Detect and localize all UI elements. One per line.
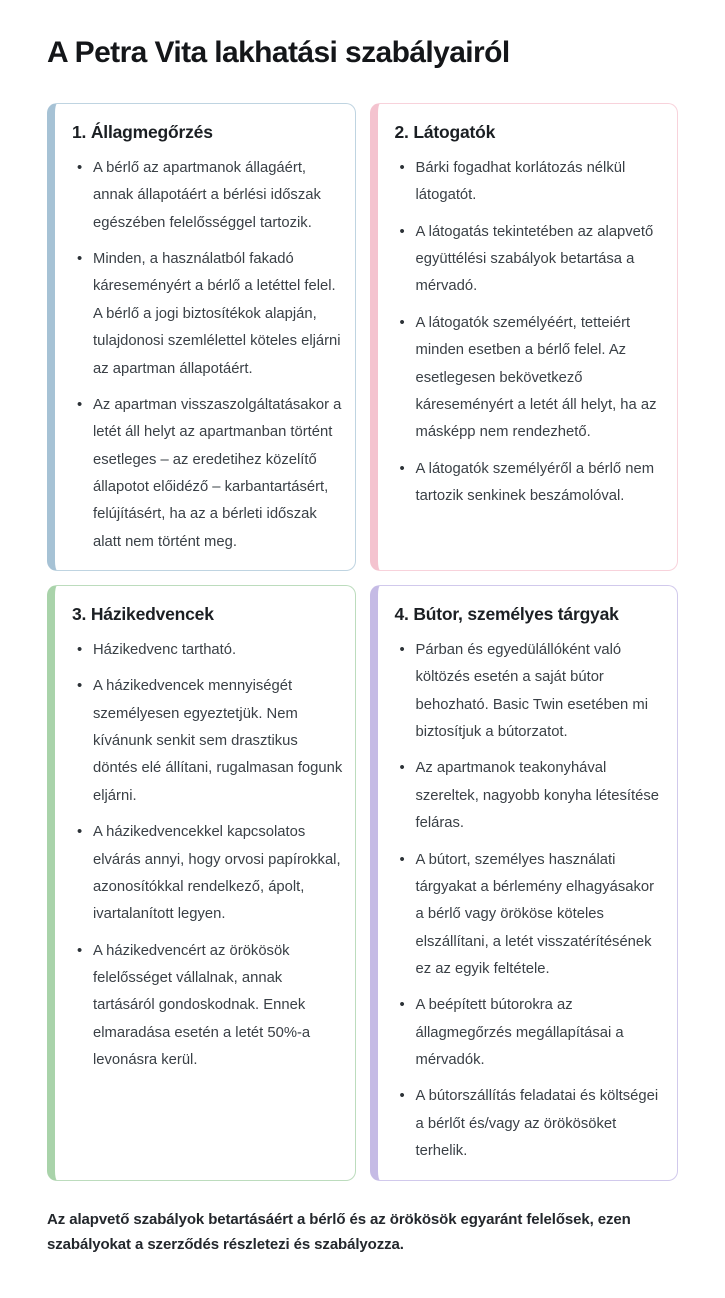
card-title: 3. Házikedvencek <box>72 604 214 625</box>
bullet-list <box>72 155 343 556</box>
bullet-item: • A házikedvencekkel kapcsolatos elvárás annyi, hogy orvosi papírokkal, azonosítókkal rendelkező, ápolt, ivartalanított legyen. <box>72 819 343 928</box>
bullet-item: • Párban és egyedülállóként való költözés esetén a saját bútor behozható. Basic Twin esetében mi biztosítjuk a bútorzatot. <box>395 637 666 746</box>
bullet-item: • Házikedvenc tartható. <box>72 637 343 664</box>
rule-card-butor-szemelyes-targyak <box>370 585 679 1180</box>
rule-card-latogatok <box>370 103 679 571</box>
bullet-item: • Az apartman visszaszolgáltatásakor a letét áll helyt az apartmanban történt esetleges – az eredetihez közelítő állapotot előidéző – karbantartásért, felújításért, ha az a bérleti időszak alatt nem történt meg. <box>72 392 343 556</box>
rule-card-hazikedvencek <box>47 585 356 1180</box>
bullet-item: • A bútort, személyes használati tárgyakat a bérlemény elhagyásakor a bérlő vagy örököse köteles elszállítani, a letét visszatérítésének ez az egyik feltétele. <box>395 847 666 984</box>
bullet-item: • A bérlő az apartmanok állagáért, annak állapotáért a bérlési időszak egészében felelősséggel tartozik. <box>72 155 343 237</box>
bullet-item: • Az apartmanok teakonyhával szereltek, nagyobb konyha létesítése feláras. <box>395 755 666 837</box>
bullet-item: • A bútorszállítás feladatai és költségei a bérlőt és/vagy az örökösöket terhelik. <box>395 1083 666 1165</box>
card-title: 1. Állagmegőrzés <box>72 122 213 142</box>
bullet-item: • Bárki fogadhat korlátozás nélkül látogatót. <box>395 155 666 210</box>
card-title: 2. Látogatók <box>394 122 496 142</box>
bullet-item: • A házikedvencek mennyiségét személyesen egyeztetjük. Nem kívánunk senkit sem drasztikus döntés elé állítani, rugalmasan fogunk eljárni. <box>72 673 343 810</box>
bullet-item: • A beépített bútorokra az állagmegőrzés megállapításai a mérvadók. <box>395 992 666 1074</box>
bullet-list <box>72 637 343 1074</box>
rules-grid <box>47 103 678 1181</box>
page-title: A Petra Vita lakhatási szabályairól <box>47 36 510 69</box>
bullet-list <box>395 155 666 510</box>
card-title: 4. Bútor, személyes tárgyak <box>394 604 619 625</box>
bullet-list <box>395 637 666 1165</box>
bullet-item: • Minden, a használatból fakadó káreseményért a bérlő a letéttel felel. A bérlő a jogi biztosítékok alapján, tulajdonosi szemlélettel köteles eljárni az apartman állapotáért. <box>72 246 343 383</box>
bullet-item: • A látogatás tekintetében az alapvető együttélési szabályok betartása a mérvadó. <box>395 219 666 301</box>
rule-card-allagmegorzes <box>47 103 356 571</box>
bullet-item: • A látogatók személyéért, tetteiért minden esetben a bérlő felel. Az esetlegesen bekövetkező káreseményért a letét áll helyt, ha az másképp nem rendezhető. <box>395 310 666 447</box>
bullet-item: • A látogatók személyéről a bérlő nem tartozik senkinek beszámolóval. <box>395 456 666 511</box>
bullet-item: • A házikedvencért az örökösök felelősséget vállalnak, annak tartásáról gondoskodnak. Ennek elmaradása esetén a letét 50%-a levonásra kerül. <box>72 938 343 1075</box>
footer-note: Az alapvető szabályok betartásáért a bérlő és az örökösök egyaránt felelősek, ezen szabályokat a szerződés részletezi és szabályozza. <box>47 1210 631 1253</box>
